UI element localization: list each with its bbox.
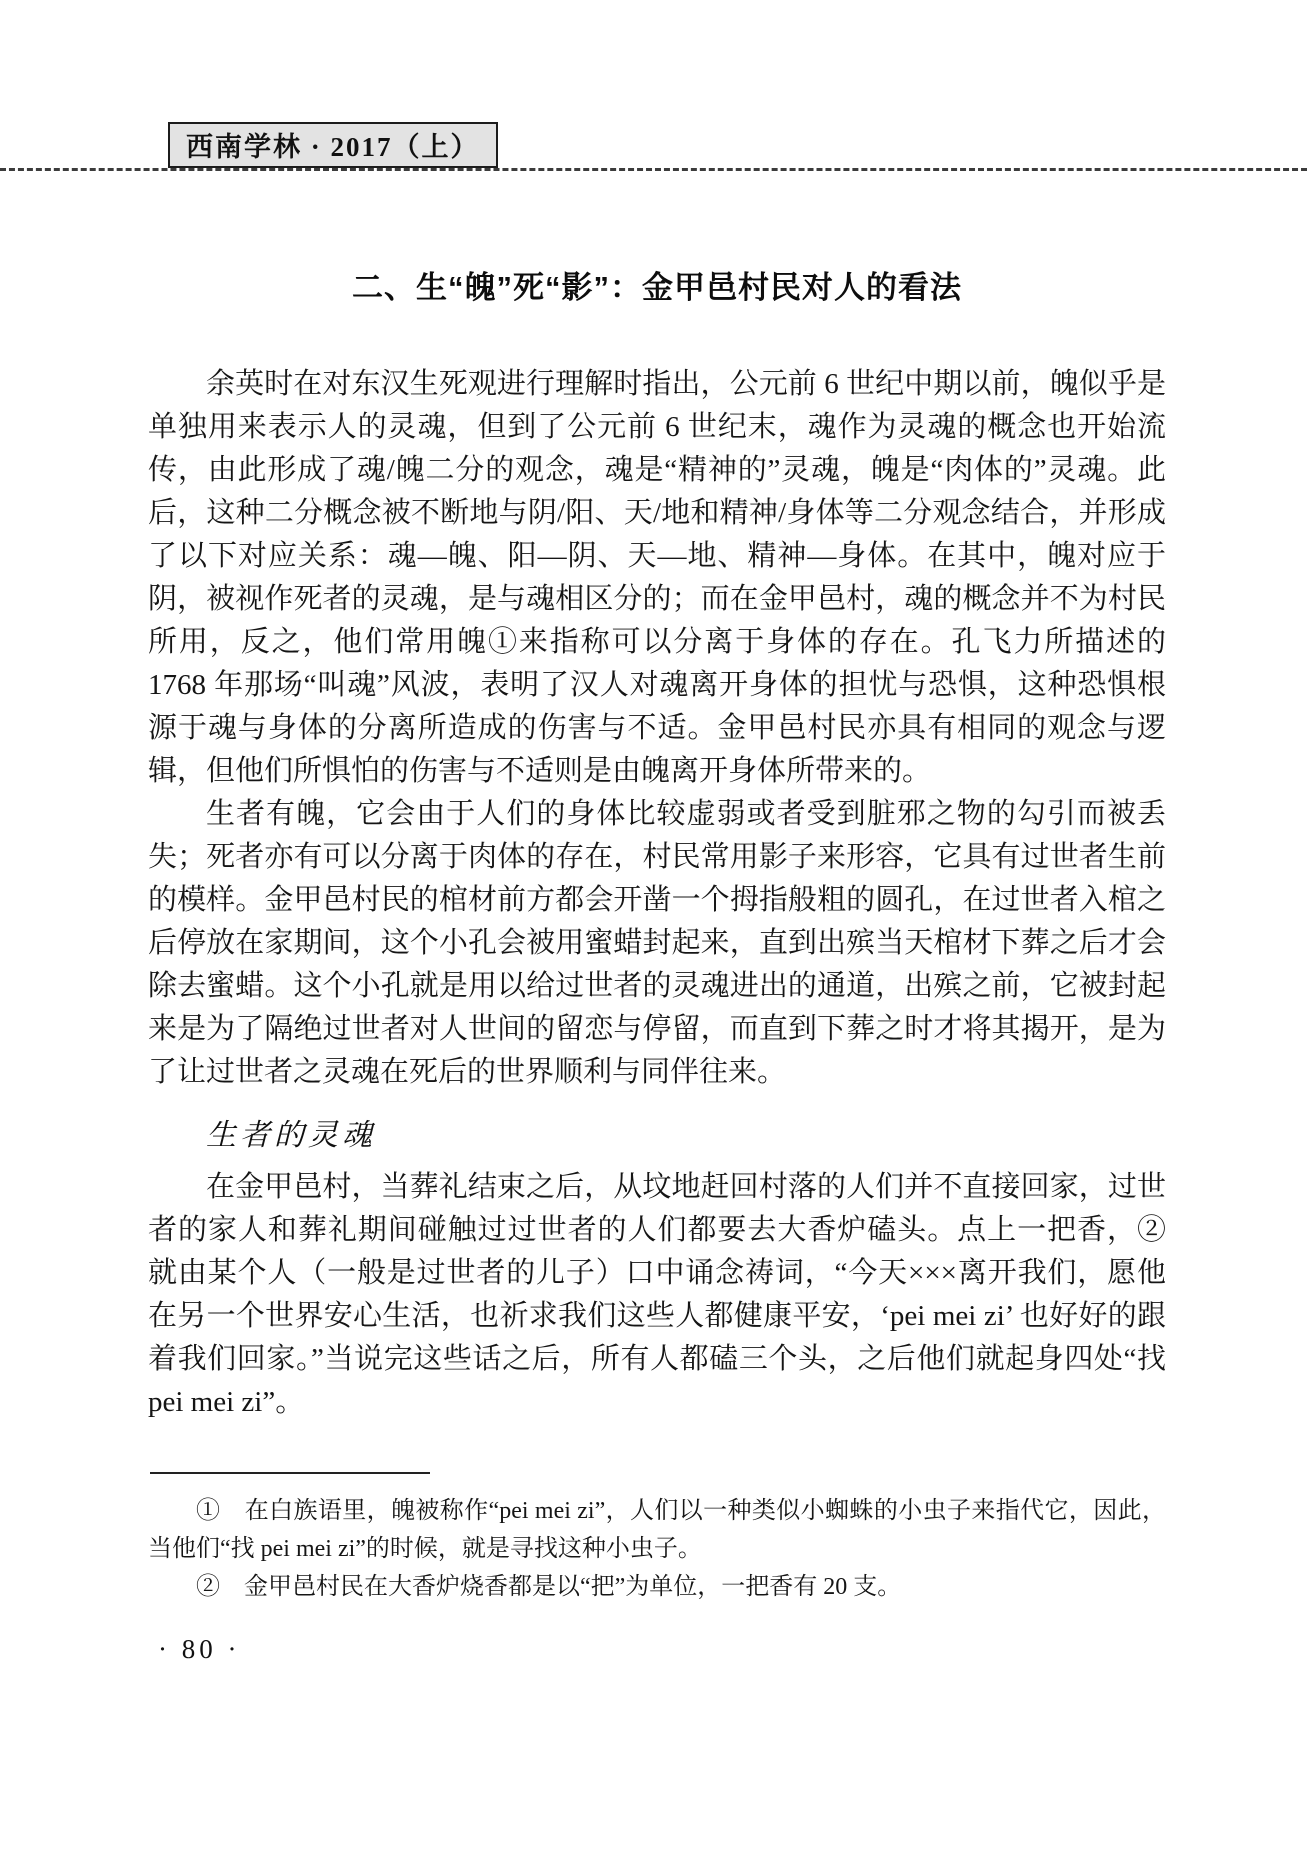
paragraph-2: 生者有魄，它会由于人们的身体比较虚弱或者受到脏邪之物的勾引而被丢失；死者亦有可以分离于肉体的存在，村民常用影子来形容，它具有过世者生前的模样。金甲邑村民的棺材前方都会开凿一个拇指般粗的圆孔，在过世者入棺之后停放在家期间，这个小孔会被用蜜蜡封起来，直到出殡当天棺材下葬之后才会除去蜜蜡。这个小孔就是用以给过世者的灵魂进出的通道，出殡之前，它被封起来是为了隔绝过世者对人世间的留恋与停留，而直到下葬之时才将其揭开，是为了让过世者之灵魂在死后的世界顺利与同伴往来。 <box>148 798 1166 1088</box>
journal-header-label: 西南学林 · 2017（上） <box>186 132 480 162</box>
section-title: 二、生“魄”死“影”：金甲邑村民对人的看法 <box>352 270 962 305</box>
footnote-divider <box>150 1472 430 1474</box>
footnote-1: ① 在白族语里，魄被称作“pei mei zi”，人们以一种类似小蜘蛛的小虫子来指代它，因此，当他们“找 pei mei zi”的时候，就是寻找这种小虫子。 <box>148 1498 1166 1562</box>
footnote-2: ② 金甲邑村民在大香炉烧香都是以“把”为单位，一把香有 20 支。 <box>196 1574 902 1600</box>
page-content <box>148 170 1166 1665</box>
subheading-living-soul: 生者的灵魂 <box>206 1119 376 1152</box>
journal-header-box <box>168 122 498 168</box>
paragraph-3: 在金甲邑村，当葬礼结束之后，从坟地赶回村落的人们并不直接回家，过世者的家人和葬礼期间碰触过过世者的人们都要去大香炉磕头。点上一把香，② 就由某个人（一般是过世者的儿子）口中诵念祷词，“今天×××离开我们，愿他在另一个世界安心生活，也祈求我们这些人都健康平安，‘pei mei zi’ 也好好的跟着我们回家。”当说完这些话之后，所有人都磕三个头，之后他们就起身四处“找 pei mei zi”。 <box>148 1171 1166 1418</box>
page-number: · 80 · <box>158 1634 241 1664</box>
paragraph-1: 余英时在对东汉生死观进行理解时指出，公元前 6 世纪中期以前，魄似乎是单独用来表示人的灵魂，但到了公元前 6 世纪末，魂作为灵魂的概念也开始流传，由此形成了魂/魄二分的观念，魂是“精神的”灵魂，魄是“肉体的”灵魂。此后，这种二分概念被不断地与阴/阳、天/地和精神/身体等二分观念结合，并形成了以下对应关系：魂—魄、阳—阴、天—地、精神—身体。在其中，魄对应于阴，被视作死者的灵魂，是与魂相区分的；而在金甲邑村，魂的概念并不为村民所用，反之，他们常用魄①来指称可以分离于身体的存在。孔飞力所描述的 1768 年那场“叫魂”风波，表明了汉人对魂离开身体的担忧与恐惧，这种恐惧根源于魂与身体的分离所造成的伤害与不适。金甲邑村民亦具有相同的观念与逻辑，但他们所惧怕的伤害与不适则是由魄离开身体所带来的。 <box>148 368 1166 787</box>
